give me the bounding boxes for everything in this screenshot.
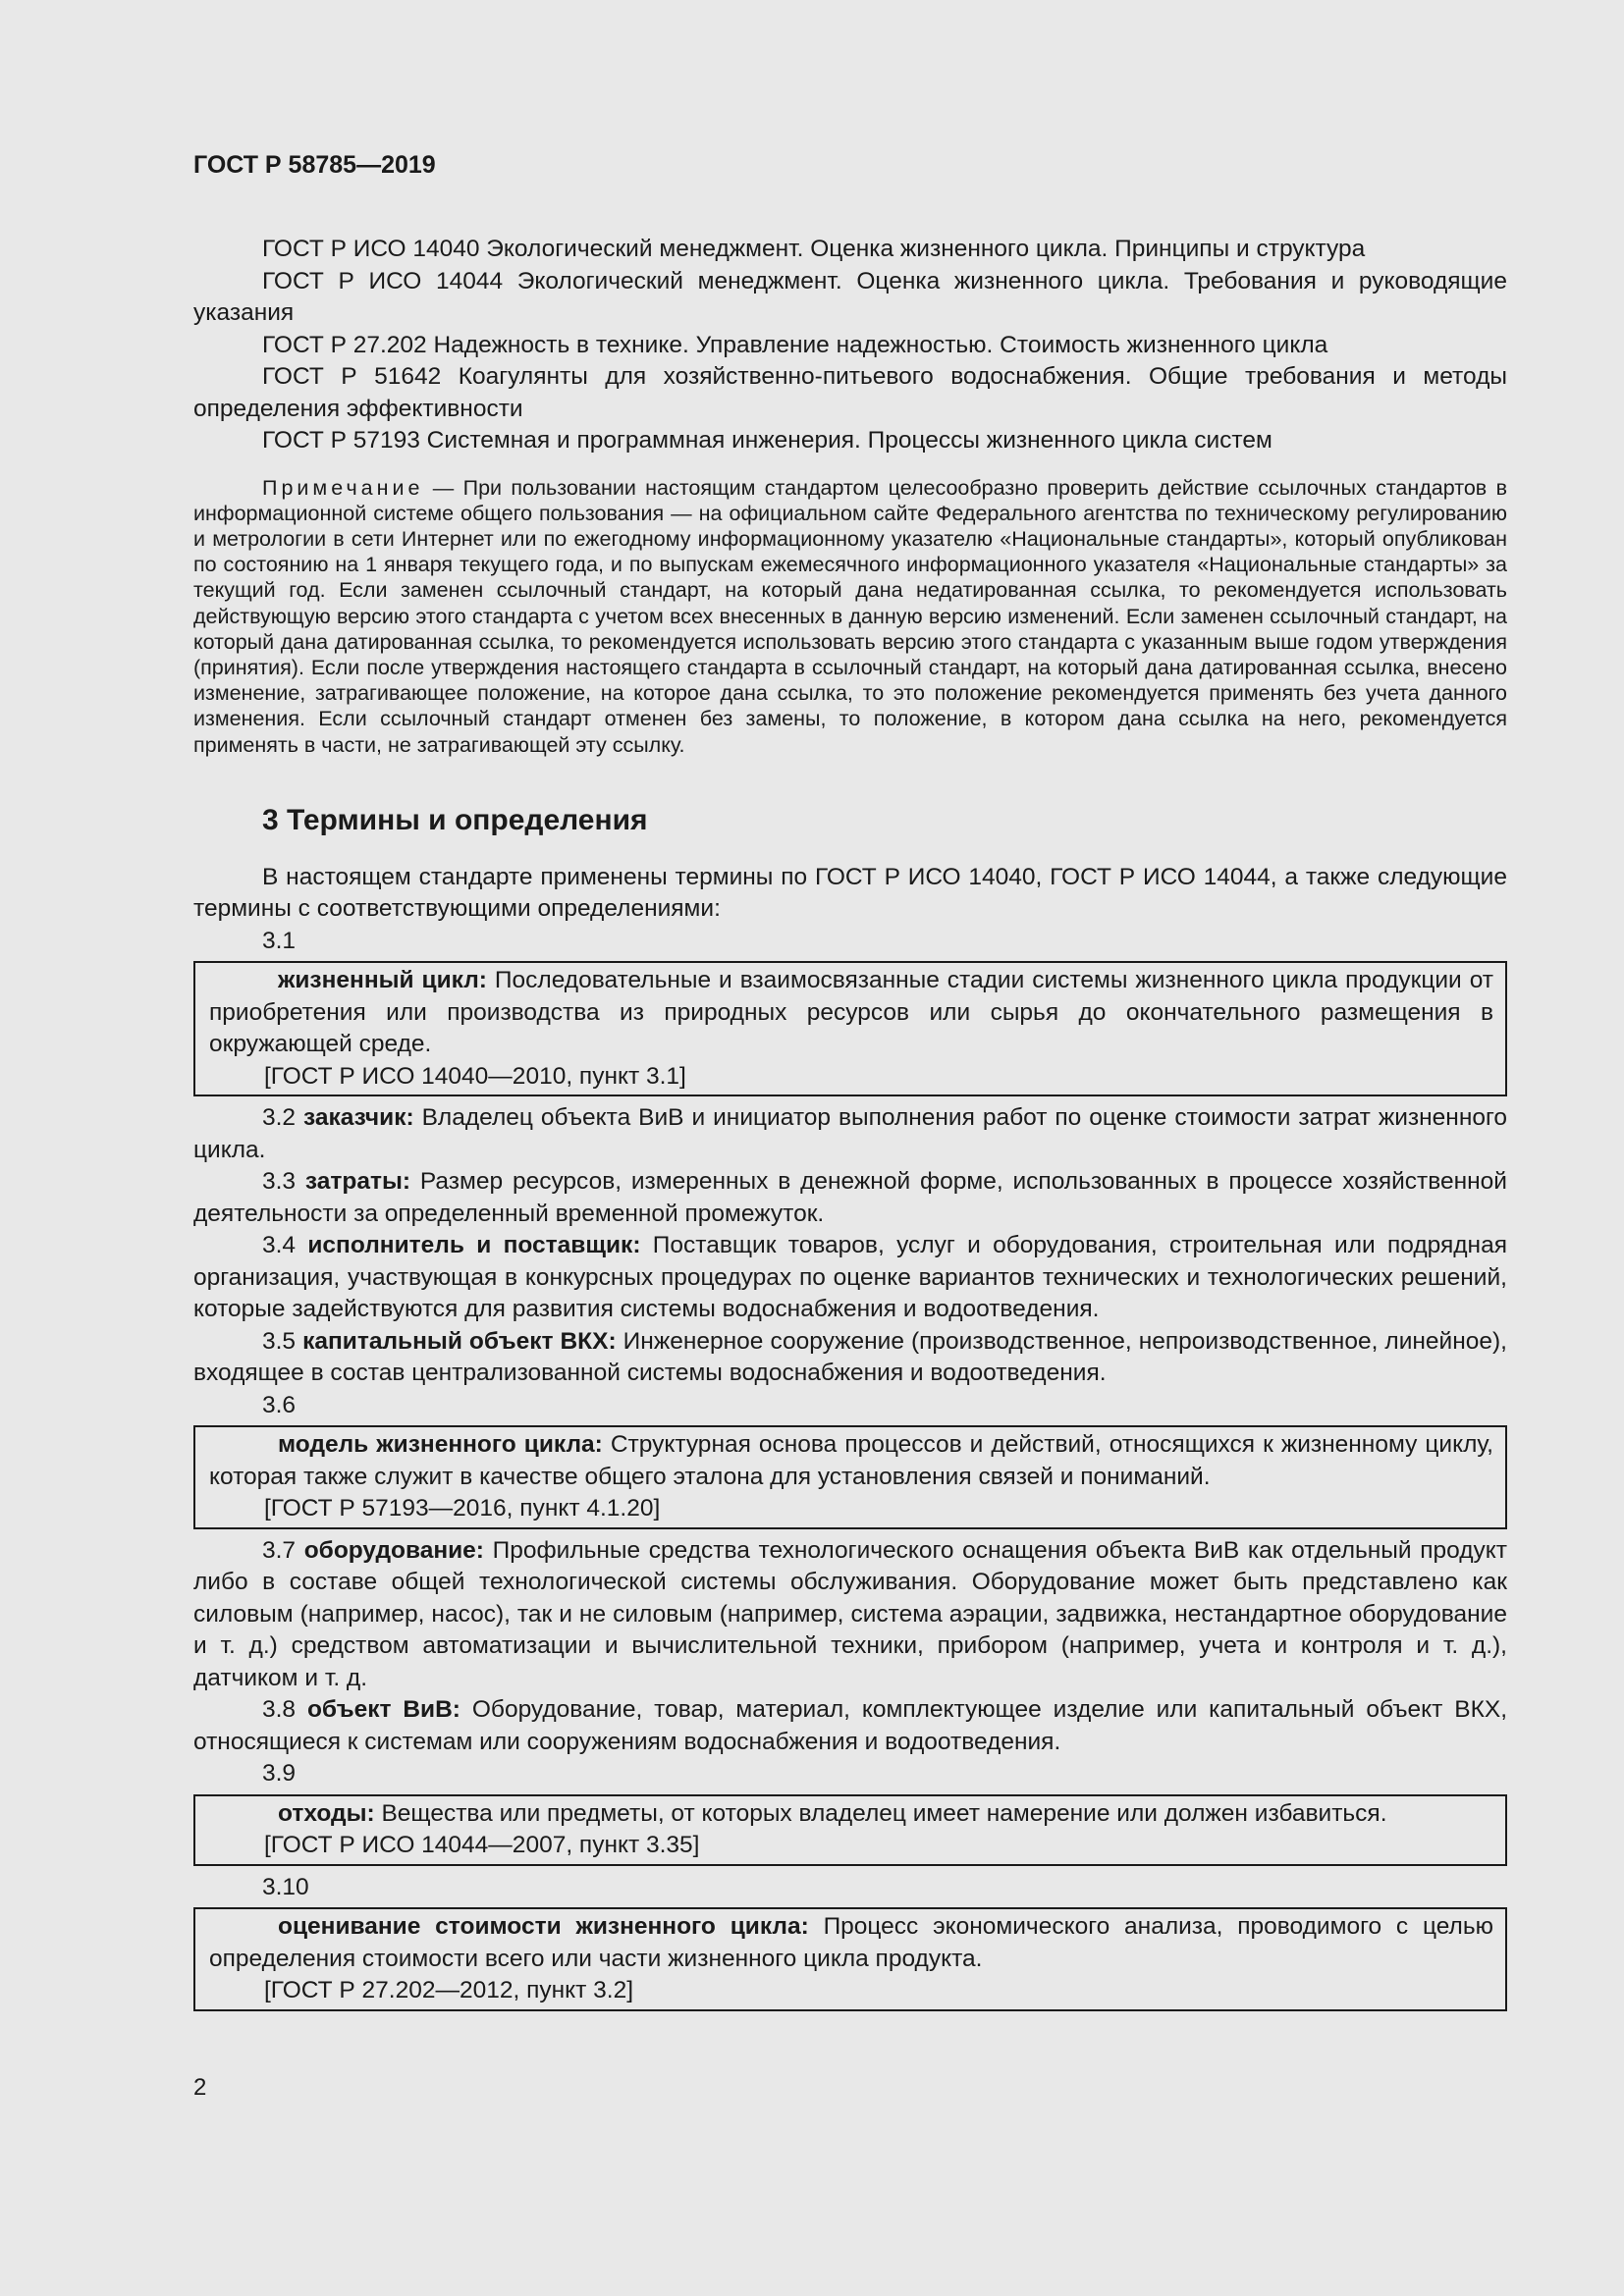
term-source: [ГОСТ Р ИСО 14044—2007, пункт 3.35] bbox=[264, 1832, 700, 1859]
term-word: модель жизненного цикла: bbox=[278, 1431, 603, 1459]
term-number: 3.10 bbox=[262, 1873, 309, 1900]
term-text: Оборудование, товар, материал, комплектующее изделие или капитальный объект ВКХ, относящиеся к системам или сооружениям водоснабжения и водоотведения. bbox=[193, 1696, 1507, 1755]
term-definition bbox=[209, 1911, 1493, 1975]
term-number: 3.5 bbox=[262, 1327, 303, 1355]
note-label: Примечание bbox=[262, 475, 424, 500]
term-number: 3.1 bbox=[262, 927, 297, 954]
term-text: Поставщик товаров, услуг и оборудования, строительная или подрядная организация, участвующая в конкурсных процедурах по оценке вариантов технических и технологических решений, которые задействуются для развития системы водоснабжения и водоотведения. bbox=[193, 1232, 1507, 1323]
term-source: [ГОСТ Р 57193—2016, пункт 4.1.20] bbox=[264, 1495, 661, 1522]
document-code: ГОСТ Р 58785—2019 bbox=[193, 151, 436, 179]
term-text: Процесс экономического анализа, проводимого с целью определения стоимости всего или части жизненного цикла продукта. bbox=[209, 1913, 1493, 1972]
term-definition bbox=[193, 1535, 1507, 1695]
term-word: жизненный цикл: bbox=[278, 967, 487, 994]
term-number: 3.3 bbox=[262, 1168, 305, 1196]
reference-item: ГОСТ Р ИСО 14040 Экологический менеджмент. Оценка жизненного цикла. Принципы и структура bbox=[262, 236, 1366, 262]
note-text: — При пользовании настоящим стандартом целесообразно проверить действие ссылочных стандартов в информационной системе общего пользования — на официальном сайте Федерального агентства по техническому регулированию и метрологии в сети Интернет или по ежегодному информационному указателю «Национальные стандарты», который опубликован по состоянию на 1 января текущего года, и по выпускам ежемесячного информационного указателя «Национальные стандарты» за текущий год. Если заменен ссылочный стандарт, на который дана недатированная ссылка, то рекомендуется использовать действующую версию этого стандарта с учетом всех внесенных в данную версию изменений. Если заменен ссылочный стандарт, на который дана датированная ссылка, то рекомендуется использовать версию этого стандарта с указанным выше годом утверждения (принятия). Если после утверждения настоящего стандарта в ссылочный стандарт, на который дана датированная ссылка, внесено изменение, затрагивающее положение, на которое дана ссылка, то это положение рекомендуется применять без учета данного изменения. Если ссылочный стандарт отменен без замены, то положение, в котором дана ссылка на него, рекомендуется применять в части, не затрагивающей эту ссылку. bbox=[193, 475, 1507, 757]
term-number: 3.6 bbox=[262, 1391, 297, 1418]
term-text: Инженерное сооружение (производственное, непроизводственное, линейное), входящее в состав централизованной системы водоснабжения и водоотведения. bbox=[193, 1327, 1507, 1387]
term-text: Вещества или предметы, от которых владелец имеет намерение или должен избавиться. bbox=[374, 1799, 1387, 1827]
term-text: Размер ресурсов, измеренных в денежной форме, использованных в процессе хозяйственной деятельности за определенный временной промежуток. bbox=[193, 1168, 1507, 1227]
term-definition bbox=[209, 965, 1493, 1061]
term-definition bbox=[209, 1798, 1493, 1831]
term-number: 3.2 bbox=[262, 1104, 304, 1132]
normative-references bbox=[193, 234, 1507, 457]
term-word: заказчик: bbox=[303, 1104, 414, 1132]
term-box bbox=[193, 1907, 1507, 2011]
term-word: отходы: bbox=[278, 1799, 375, 1827]
term-text: Владелец объекта ВиВ и инициатор выполнения работ по оценке стоимости затрат жизненного цикла. bbox=[193, 1104, 1507, 1163]
term-word: оценивание стоимости жизненного цикла: bbox=[278, 1913, 809, 1941]
reference-item: ГОСТ Р 27.202 Надежность в технике. Управление надежностью. Стоимость жизненного цикла bbox=[262, 331, 1328, 358]
term-number: 3.9 bbox=[262, 1760, 297, 1788]
term-word: затраты: bbox=[304, 1168, 411, 1196]
term-definition bbox=[193, 1102, 1507, 1166]
term-definition bbox=[193, 1694, 1507, 1758]
references-note bbox=[193, 475, 1507, 758]
term-number: 3.4 bbox=[262, 1232, 308, 1259]
term-word: оборудование: bbox=[303, 1536, 484, 1564]
term-text: Последовательные и взаимосвязанные стадии системы жизненного цикла продукции от приобретения или производства из природных ресурсов или сырья до окончательного размещения в окружающей среде. bbox=[209, 967, 1493, 1058]
section-heading: 3 Термины и определения bbox=[262, 803, 648, 836]
section-intro: В настоящем стандарте применены термины по ГОСТ Р ИСО 14040, ГОСТ Р ИСО 14044, а также следующие термины с соответствующими определениями: bbox=[193, 863, 1507, 923]
term-box bbox=[193, 1794, 1507, 1866]
term-text: Профильные средства технологического оснащения объекта ВиВ как отдельный продукт либо в составе общей технологической системы обслуживания. Оборудование может быть представлено как силовым (например, насос), так и не силовым (например, система аэрации, задвижка, нестандартное оборудование и т. д.) средством автоматизации и вычислительной техники, прибором (например, учета и контроля и т. д.), датчиком и т. д. bbox=[193, 1536, 1507, 1691]
term-text: Структурная основа процессов и действий, относящихся к жизненному циклу, которая также служит в качестве общего эталона для установления связей и пониманий. bbox=[209, 1431, 1493, 1490]
reference-item: ГОСТ Р ИСО 14044 Экологический менеджмент. Оценка жизненного цикла. Требования и руководящие указания bbox=[193, 267, 1507, 326]
reference-item: ГОСТ Р 51642 Коагулянты для хозяйственно-питьевого водоснабжения. Общие требования и методы определения эффективности bbox=[193, 363, 1507, 422]
term-number: 3.7 bbox=[262, 1536, 304, 1564]
page-content bbox=[193, 147, 1507, 2017]
reference-item: ГОСТ Р 57193 Системная и программная инженерия. Процессы жизненного цикла систем bbox=[262, 427, 1272, 454]
term-box bbox=[193, 961, 1507, 1096]
term-word: объект ВиВ: bbox=[306, 1696, 460, 1724]
term-source: [ГОСТ Р ИСО 14040—2010, пункт 3.1] bbox=[264, 1062, 686, 1090]
term-definition bbox=[193, 1166, 1507, 1230]
page-number: 2 bbox=[193, 2074, 207, 2101]
term-box bbox=[193, 1425, 1507, 1529]
term-source: [ГОСТ Р 27.202—2012, пункт 3.2] bbox=[264, 1977, 634, 2004]
term-word: капитальный объект ВКХ: bbox=[302, 1327, 617, 1355]
term-definition bbox=[193, 1230, 1507, 1326]
term-definition bbox=[193, 1326, 1507, 1390]
term-definition bbox=[209, 1429, 1493, 1493]
term-number: 3.8 bbox=[262, 1696, 307, 1724]
term-word: исполнитель и поставщик: bbox=[307, 1232, 641, 1259]
